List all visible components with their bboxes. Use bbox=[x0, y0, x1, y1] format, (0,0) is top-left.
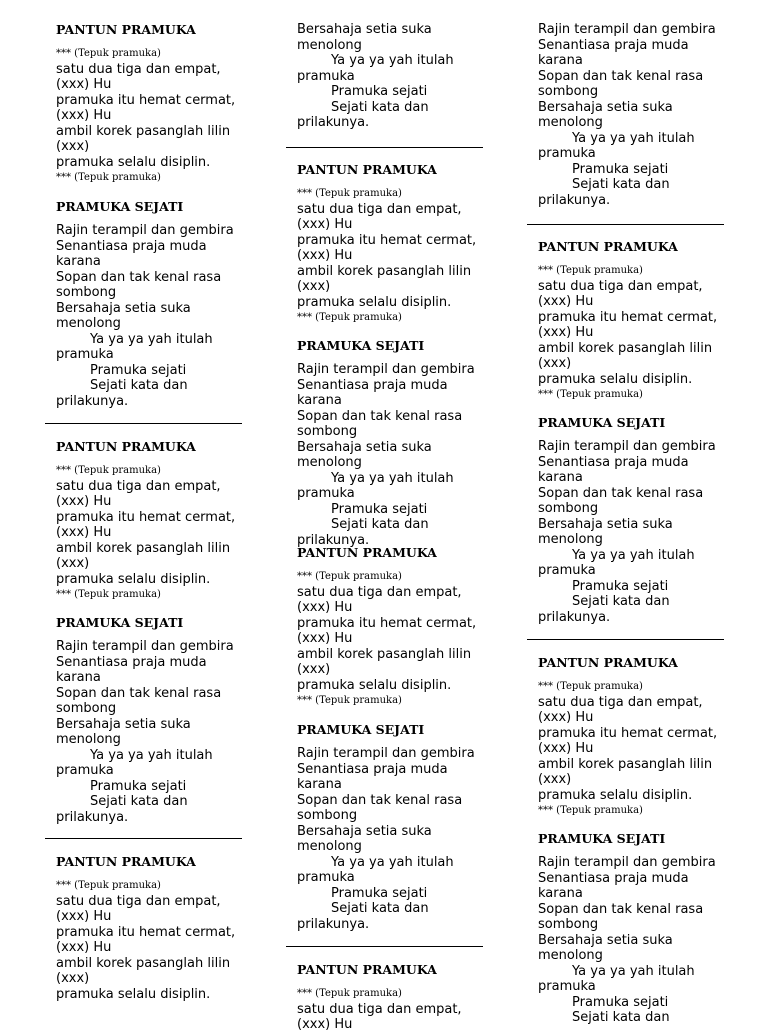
pantun-line: (xxx) Hu bbox=[297, 248, 353, 263]
pantun-line: satu dua tiga dan empat, bbox=[56, 61, 221, 77]
sejati-block bbox=[538, 415, 738, 625]
sejati-line: Bersahaja setia suka bbox=[538, 932, 673, 948]
pantun-line: (xxx) Hu bbox=[56, 494, 112, 509]
pantun-line: (xxx) bbox=[297, 662, 331, 677]
sejati-line: Pramuka sejati bbox=[572, 578, 669, 594]
pantun-title: PANTUN PRAMUKA bbox=[297, 545, 437, 560]
pantun-line: satu dua tiga dan empat, bbox=[297, 584, 462, 600]
sejati-block bbox=[297, 722, 497, 932]
pantun-line: (xxx) bbox=[297, 279, 331, 294]
sejati-line: karana bbox=[297, 777, 342, 792]
pantun-line: pramuka selalu disiplin. bbox=[297, 294, 452, 310]
sejati-line: karana bbox=[538, 53, 583, 68]
sejati-line: Senantiasa praja muda bbox=[538, 37, 689, 53]
pantun-line: (xxx) Hu bbox=[56, 525, 112, 540]
sejati-line: Rajin terampil dan gembira bbox=[56, 639, 234, 654]
divider-line bbox=[527, 224, 724, 225]
sejati-line: Bersahaja setia suka bbox=[538, 516, 673, 532]
sejati-line: karana bbox=[297, 393, 342, 408]
sejati-line: Sopan dan tak kenal rasa bbox=[538, 485, 704, 501]
sejati-block bbox=[56, 199, 256, 409]
pantun-line: pramuka itu hemat cermat, bbox=[56, 924, 236, 940]
sejati-line: Pramuka sejati bbox=[572, 994, 669, 1010]
divider-line bbox=[45, 838, 242, 839]
tepuk-line: *** (Tepuk pramuka) bbox=[297, 988, 402, 999]
pantun-line: (xxx) Hu bbox=[297, 600, 353, 615]
sejati-line: Ya ya ya yah itulah bbox=[331, 53, 454, 68]
pantun-line: pramuka itu hemat cermat, bbox=[538, 309, 718, 325]
divider-line bbox=[286, 946, 483, 947]
sejati-line: karana bbox=[538, 470, 583, 485]
pantun-line: pramuka selalu disiplin. bbox=[56, 986, 211, 1002]
pantun-line: (xxx) Hu bbox=[538, 294, 594, 309]
sejati-line: pramuka bbox=[297, 68, 355, 84]
pantun-line: ambil korek pasanglah lilin bbox=[297, 646, 472, 662]
sejati-line: sombong bbox=[538, 917, 599, 932]
sejati-continuation bbox=[538, 22, 738, 208]
tepuk-line: *** (Tepuk pramuka) bbox=[538, 681, 643, 692]
sejati-line: Bersahaja setia suka bbox=[297, 439, 432, 455]
sejati-line: prilakunya. bbox=[297, 532, 370, 548]
pantun-line: pramuka selalu disiplin. bbox=[56, 571, 211, 587]
pantun-line: pramuka itu hemat cermat, bbox=[538, 725, 718, 741]
sejati-line: prilakunya. bbox=[56, 393, 129, 409]
sejati-line: Pramuka sejati bbox=[331, 84, 428, 99]
sejati-line: Ya ya ya yah itulah bbox=[572, 963, 695, 979]
tepuk-line: *** (Tepuk pramuka) bbox=[56, 589, 161, 600]
sejati-line: Sejati kata dan bbox=[90, 794, 188, 809]
pantun-line: (xxx) Hu bbox=[56, 909, 112, 924]
sejati-line: Sopan dan tak kenal rasa bbox=[538, 901, 704, 917]
sejati-title: PRAMUKA SEJATI bbox=[297, 722, 425, 737]
sejati-title: PRAMUKA SEJATI bbox=[56, 199, 184, 214]
pantun-line: pramuka selalu disiplin. bbox=[538, 787, 693, 803]
pantun-line: satu dua tiga dan empat, bbox=[297, 1001, 462, 1017]
sejati-line: Sejati kata dan bbox=[331, 901, 429, 916]
pantun-line: (xxx) Hu bbox=[297, 217, 353, 232]
sejati-line: prilakunya. bbox=[538, 192, 611, 208]
pantun-block bbox=[56, 22, 256, 186]
pantun-line: (xxx) Hu bbox=[297, 631, 353, 646]
pantun-title: PANTUN PRAMUKA bbox=[56, 439, 196, 454]
sejati-line: prilakunya. bbox=[297, 916, 370, 932]
pantun-line: ambil korek pasanglah lilin bbox=[56, 955, 231, 971]
pantun-title: PANTUN PRAMUKA bbox=[297, 962, 437, 977]
sejati-line: pramuka bbox=[538, 146, 596, 161]
pantun-line: ambil korek pasanglah lilin bbox=[538, 756, 713, 772]
pantun-block bbox=[56, 439, 256, 603]
sejati-line: Sopan dan tak kenal rasa bbox=[56, 685, 222, 701]
pantun-block bbox=[297, 162, 497, 326]
pantun-title: PANTUN PRAMUKA bbox=[56, 854, 196, 869]
divider-line bbox=[45, 423, 242, 424]
sejati-line: Rajin terampil dan gembira bbox=[538, 439, 716, 454]
pantun-line: pramuka itu hemat cermat, bbox=[297, 615, 477, 631]
sejati-line: Pramuka sejati bbox=[572, 161, 669, 177]
sejati-line: Sejati kata dan bbox=[331, 517, 429, 532]
pantun-line: (xxx) bbox=[56, 139, 90, 154]
sejati-line: Ya ya ya yah itulah bbox=[90, 747, 213, 763]
sejati-line: sombong bbox=[56, 285, 117, 300]
sejati-line: Bersahaja setia suka bbox=[297, 22, 432, 37]
pantun-block bbox=[56, 854, 256, 1002]
tepuk-line: *** (Tepuk pramuka) bbox=[56, 465, 161, 476]
sejati-line: pramuka bbox=[538, 563, 596, 578]
pantun-line: pramuka itu hemat cermat, bbox=[56, 509, 236, 525]
pantun-line: ambil korek pasanglah lilin bbox=[56, 540, 231, 556]
sejati-line: pramuka bbox=[56, 347, 114, 362]
sejati-line: sombong bbox=[538, 84, 599, 99]
sejati-line: Ya ya ya yah itulah bbox=[572, 547, 695, 563]
pantun-line: ambil korek pasanglah lilin bbox=[297, 263, 472, 279]
sejati-line: Sejati kata dan bbox=[572, 177, 670, 192]
sejati-block bbox=[56, 615, 256, 825]
sejati-line: Senantiasa praja muda bbox=[297, 377, 448, 393]
sejati-line: karana bbox=[56, 670, 101, 685]
tepuk-line: *** (Tepuk pramuka) bbox=[297, 695, 402, 706]
sejati-line: prilakunya. bbox=[538, 609, 611, 625]
sejati-line: Sopan dan tak kenal rasa bbox=[297, 408, 463, 424]
sejati-line: Pramuka sejati bbox=[90, 362, 187, 378]
sejati-line: Sopan dan tak kenal rasa bbox=[56, 269, 222, 285]
tepuk-line: *** (Tepuk pramuka) bbox=[538, 389, 643, 400]
sejati-line: menolong bbox=[297, 839, 362, 854]
sejati-line: Sejati kata dan bbox=[572, 594, 670, 609]
pantun-line: (xxx) Hu bbox=[538, 325, 594, 340]
sejati-line: menolong bbox=[56, 316, 121, 331]
sejati-line: Bersahaja setia suka bbox=[56, 300, 191, 316]
sejati-line: pramuka bbox=[297, 486, 355, 501]
sejati-line: sombong bbox=[297, 424, 358, 439]
pantun-line: (xxx) Hu bbox=[538, 741, 594, 756]
tepuk-line: *** (Tepuk pramuka) bbox=[56, 48, 161, 59]
pantun-title: PANTUN PRAMUKA bbox=[297, 162, 437, 177]
sejati-continuation bbox=[297, 22, 497, 131]
pantun-line: (xxx) Hu bbox=[297, 1017, 353, 1032]
sejati-line: Ya ya ya yah itulah bbox=[331, 854, 454, 870]
sejati-line: Senantiasa praja muda bbox=[538, 454, 689, 470]
sejati-line: Rajin terampil dan gembira bbox=[56, 223, 234, 238]
sejati-line: Ya ya ya yah itulah bbox=[331, 470, 454, 486]
tepuk-line: *** (Tepuk pramuka) bbox=[538, 265, 643, 276]
tepuk-line: *** (Tepuk pramuka) bbox=[56, 880, 161, 891]
sejati-line: Pramuka sejati bbox=[90, 778, 187, 794]
pantun-title: PANTUN PRAMUKA bbox=[538, 655, 678, 670]
pantun-block bbox=[538, 655, 738, 819]
sejati-line: pramuka bbox=[297, 870, 355, 885]
sejati-line: Bersahaja setia suka bbox=[56, 716, 191, 732]
pantun-line: (xxx) bbox=[538, 356, 572, 371]
sejati-line: Sejati kata dan bbox=[572, 1010, 670, 1025]
pantun-line: ambil korek pasanglah lilin bbox=[56, 123, 231, 139]
pantun-line: pramuka selalu disiplin. bbox=[538, 371, 693, 387]
sejati-line: Senantiasa praja muda bbox=[56, 654, 207, 670]
sejati-line: Sopan dan tak kenal rasa bbox=[538, 68, 704, 84]
pantun-line: (xxx) bbox=[56, 971, 90, 986]
divider-line bbox=[527, 639, 724, 640]
pantun-line: (xxx) Hu bbox=[56, 108, 112, 123]
pantun-title: PANTUN PRAMUKA bbox=[538, 239, 678, 254]
sejati-title: PRAMUKA SEJATI bbox=[56, 615, 184, 630]
sejati-line: Rajin terampil dan gembira bbox=[297, 746, 475, 761]
pantun-line: (xxx) Hu bbox=[538, 710, 594, 725]
pantun-block bbox=[297, 545, 497, 709]
pantun-line: satu dua tiga dan empat, bbox=[538, 278, 703, 294]
sejati-line: Bersahaja setia suka bbox=[297, 823, 432, 839]
pantun-line: satu dua tiga dan empat, bbox=[56, 893, 221, 909]
sejati-line: Rajin terampil dan gembira bbox=[538, 22, 716, 37]
sejati-line: prilakunya. bbox=[297, 115, 370, 130]
pantun-block bbox=[538, 239, 738, 403]
tepuk-line: *** (Tepuk pramuka) bbox=[56, 172, 161, 183]
pantun-line: pramuka selalu disiplin. bbox=[56, 154, 211, 170]
sejati-line: Sejati kata dan bbox=[90, 378, 188, 393]
pantun-line: satu dua tiga dan empat, bbox=[538, 694, 703, 710]
sejati-title: PRAMUKA SEJATI bbox=[538, 415, 666, 430]
pantun-line: (xxx) Hu bbox=[56, 77, 112, 92]
sejati-line: sombong bbox=[538, 501, 599, 516]
tepuk-line: *** (Tepuk pramuka) bbox=[297, 312, 402, 323]
sejati-line: Pramuka sejati bbox=[331, 501, 428, 517]
pantun-line: pramuka selalu disiplin. bbox=[297, 677, 452, 693]
pantun-line: (xxx) bbox=[56, 556, 90, 571]
sejati-line: menolong bbox=[538, 532, 603, 547]
sejati-line: menolong bbox=[538, 948, 603, 963]
tepuk-line: *** (Tepuk pramuka) bbox=[297, 188, 402, 199]
sejati-line: menolong bbox=[56, 732, 121, 747]
sejati-line: Ya ya ya yah itulah bbox=[90, 331, 213, 347]
sejati-line: Sopan dan tak kenal rasa bbox=[297, 792, 463, 808]
sejati-line: Senantiasa praja muda bbox=[56, 238, 207, 254]
sejati-block bbox=[538, 831, 738, 1026]
sejati-title: PRAMUKA SEJATI bbox=[297, 338, 425, 353]
pantun-line: pramuka itu hemat cermat, bbox=[56, 92, 236, 108]
sejati-line: karana bbox=[538, 886, 583, 901]
sejati-line: prilakunya. bbox=[56, 809, 129, 825]
pantun-block bbox=[297, 962, 497, 1033]
sejati-line: Bersahaja setia suka bbox=[538, 99, 673, 115]
sejati-title: PRAMUKA SEJATI bbox=[538, 831, 666, 846]
pantun-line: (xxx) Hu bbox=[56, 940, 112, 955]
divider-line bbox=[286, 147, 483, 148]
pantun-line: pramuka itu hemat cermat, bbox=[297, 232, 477, 248]
pantun-line: satu dua tiga dan empat, bbox=[297, 201, 462, 217]
tepuk-line: *** (Tepuk pramuka) bbox=[538, 805, 643, 816]
sejati-line: Sejati kata dan bbox=[331, 99, 429, 115]
sejati-line: menolong bbox=[297, 455, 362, 470]
tepuk-line: *** (Tepuk pramuka) bbox=[297, 571, 402, 582]
sejati-line: sombong bbox=[56, 701, 117, 716]
sejati-line: karana bbox=[56, 254, 101, 269]
pantun-title: PANTUN PRAMUKA bbox=[56, 22, 196, 37]
sejati-line: Senantiasa praja muda bbox=[538, 870, 689, 886]
sejati-line: Rajin terampil dan gembira bbox=[538, 855, 716, 870]
sejati-line: Pramuka sejati bbox=[331, 885, 428, 901]
sejati-line: Senantiasa praja muda bbox=[297, 761, 448, 777]
pantun-line: satu dua tiga dan empat, bbox=[56, 478, 221, 494]
pantun-line: (xxx) bbox=[538, 772, 572, 787]
sejati-line: menolong bbox=[297, 37, 362, 53]
sejati-line: menolong bbox=[538, 115, 603, 130]
sejati-line: Rajin terampil dan gembira bbox=[297, 362, 475, 377]
sejati-line: pramuka bbox=[56, 763, 114, 778]
sejati-line: sombong bbox=[297, 808, 358, 823]
sejati-line: pramuka bbox=[538, 979, 596, 994]
sejati-block bbox=[297, 338, 497, 548]
pantun-line: ambil korek pasanglah lilin bbox=[538, 340, 713, 356]
sejati-line: Ya ya ya yah itulah bbox=[572, 130, 695, 146]
